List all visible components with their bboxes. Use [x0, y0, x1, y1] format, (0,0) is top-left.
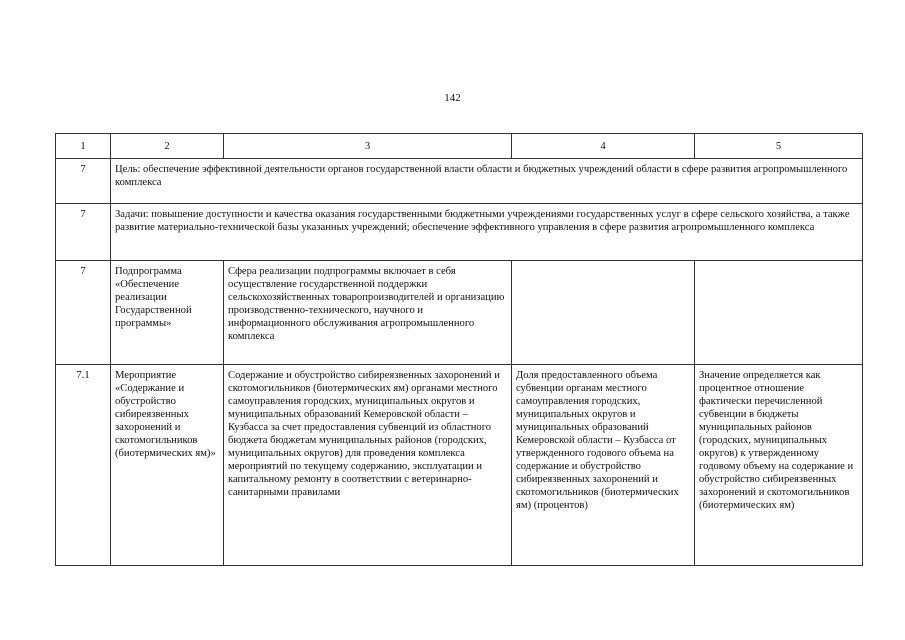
measure-name: Мероприятие «Содержание и обустройство сибиреязвенных захоронений и скотомогильников (биотермических ям)»	[111, 365, 224, 566]
measure-indicator: Доля предоставленного объема субвенции органам местного самоуправления городских, муниципальных округов и муниципальных образований Кемеровской области – Кузбасса от утвержденного годового объема на содержание и обустройство сибиреязвенных захоронений и скотомогильников (биотермических ям) (процентов)	[512, 365, 695, 566]
header-cell-4: 4	[512, 134, 695, 159]
subprogram-row	[56, 261, 863, 365]
measure-method: Значение определяется как процентное отношение фактически перечисленной субвенции в бюджеты муниципальных районов (городских, муниципальных округов) к утвержденному годовому объему на содержание и обустройство сибиреязвенных захоронений и скотомогильников (биотермических ям)	[695, 365, 863, 566]
measure-row-number: 7.1	[56, 365, 111, 566]
subprogram-row-number: 7	[56, 261, 111, 365]
header-cell-5: 5	[695, 134, 863, 159]
header-row	[56, 134, 863, 159]
program-table	[55, 133, 863, 566]
header-cell-3: 3	[224, 134, 512, 159]
goal-text: Цель: обеспечение эффективной деятельности органов государственной власти области и бюджетных учреждений области в сфере развития агропромышленного комплекса	[111, 159, 863, 204]
goal-row-number: 7	[56, 159, 111, 204]
header-cell-1: 1	[56, 134, 111, 159]
subprogram-indicator	[512, 261, 695, 365]
goal-row	[56, 159, 863, 204]
task-row-number: 7	[56, 204, 111, 261]
header-cell-2: 2	[111, 134, 224, 159]
page-number: 142	[444, 92, 461, 104]
subprogram-description: Сфера реализации подпрограммы включает в себя осуществление государственной поддержки сельскохозяйственных товаропроизводителей и организацию производственно-технического, научного и информационного обслуживания агропромышленного комплекса	[224, 261, 512, 365]
subprogram-name: Подпрограмма «Обеспечение реализации Государственной программы»	[111, 261, 224, 365]
measure-row	[56, 365, 863, 566]
subprogram-method	[695, 261, 863, 365]
task-text: Задачи: повышение доступности и качества оказания государственными бюджетными учреждениями государственных услуг в сфере сельского хозяйства, а также развитие материально-технической базы указанных учреждений; обеспечение эффективного управления в сфере развития агропромышленного комплекса	[111, 204, 863, 261]
task-row	[56, 204, 863, 261]
measure-description: Содержание и обустройство сибиреязвенных захоронений и скотомогильников (биотермических ям) органами местного самоуправления городских, муниципальных округов и муниципальных образований Кемеровской области – Кузбасса за счет предоставления субвенций из областного бюджета бюджетам муниципальных районов (городских, муниципальных округов) для проведения комплекса мероприятий по текущему содержанию, эксплуатации и капитальному ремонту в соответствии с ветеринарно-санитарными правилами	[224, 365, 512, 566]
